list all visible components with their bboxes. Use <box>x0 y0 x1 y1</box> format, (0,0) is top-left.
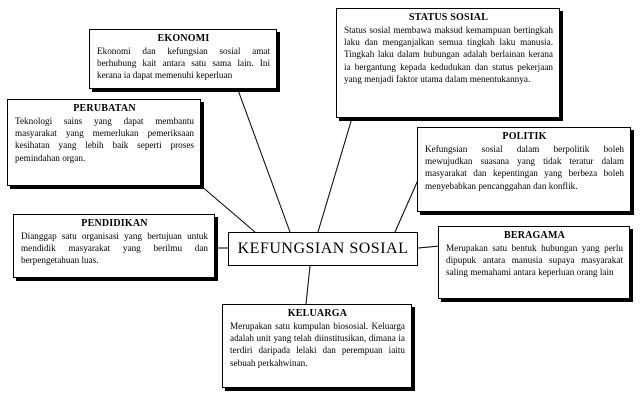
node-title: PERUBATAN <box>73 103 136 114</box>
node-title: POLITIK <box>502 131 547 142</box>
node-text: Ekonomi dan kefungsian sosial amat berhubung kait antara satu sama lain. Ini kerana ia dapat memenuhi keperluan <box>97 46 270 81</box>
node-text: Teknologi sains yang dapat membantu masyarakat yang memerlukan pemeriksaan kesihatan yang lebih baik seperti proses pemindahan organ. <box>15 116 194 163</box>
node-status-sosial <box>336 8 560 118</box>
node-text: Kefungsian sosial dalam berpolitik boleh mewujudkan suasana yang tidak teratur dalam masyarakat dan kepentingan yang berbeza boleh menyebabkan pencanggahan dan konflik. <box>425 144 624 191</box>
node-beragama <box>438 226 630 299</box>
link-ekonomi <box>238 90 290 232</box>
node-text: Dianggap satu organisasi yang bertujuan untuk mendidik masyarakat yang berilmu dan berpengetahuan luas. <box>21 231 208 266</box>
node-title: EKONOMI <box>157 33 210 44</box>
node-text: Status sosial membawa maksud kemampuan bertingkah laku dan menganjalkan semua tingkah laku manusia. Tingkah laku dalam hubungan adalah berlainan kerana ia bergantung kepada kedudukan dan status pekerjaan yang menjadi faktor utama dalam menentukannya. <box>344 25 553 84</box>
central-concept <box>228 232 418 266</box>
link-politik <box>395 180 418 232</box>
link-keluarga <box>306 266 310 304</box>
link-status-sosial <box>318 118 352 232</box>
node-ekonomi <box>89 29 277 89</box>
node-text: Merupakan satu kumpulan biososial. Keluarga adalah unit yang telah diinstitusikan, dimana ia terdiri daripada lelaki dan perempuan iaitu sebuah perkahwinan. <box>230 321 405 368</box>
central-concept-label: KEFUNGSIAN SOSIAL <box>237 240 409 257</box>
node-title: PENDIDIKAN <box>81 218 148 229</box>
node-text: Merupakan satu bentuk hubungan yang perlu dipupuk antara manusia supaya masyarakat saling memahami antara keperluan orang lain <box>446 243 623 278</box>
node-politik <box>417 127 631 212</box>
node-title: STATUS SOSIAL <box>408 12 489 23</box>
node-perubatan <box>7 99 201 186</box>
link-beragama <box>418 246 440 248</box>
node-title: BERAGAMA <box>503 230 566 241</box>
node-keluarga <box>222 304 412 388</box>
node-pendidikan <box>13 214 215 278</box>
node-title: KELUARGA <box>287 308 348 319</box>
